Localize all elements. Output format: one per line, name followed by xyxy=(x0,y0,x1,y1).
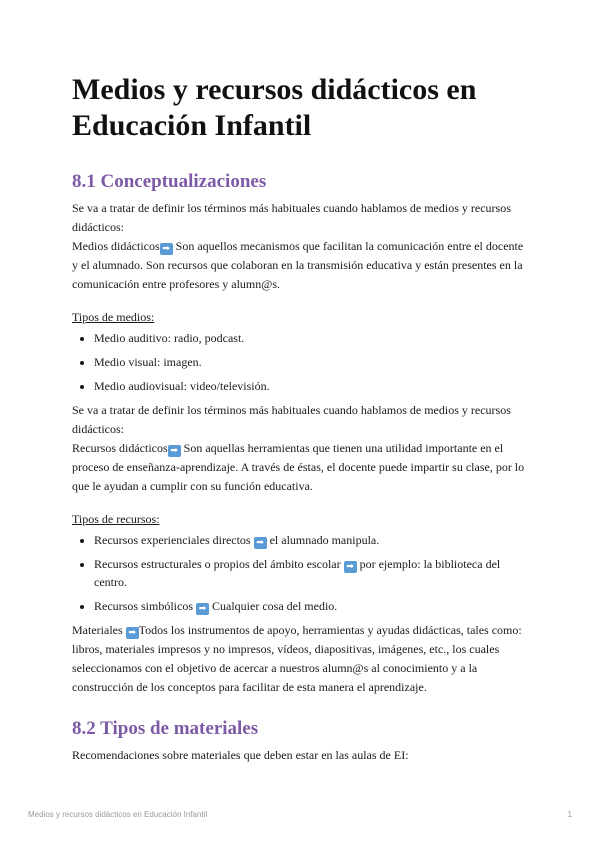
tipos-recursos-list xyxy=(72,531,532,615)
right-arrow-icon: ➡ xyxy=(160,243,173,255)
medios-term: Medios didácticos xyxy=(72,239,160,253)
section-heading-conceptualizaciones: 8.1 Conceptualizaciones xyxy=(72,171,267,192)
right-arrow-icon: ➡ xyxy=(254,537,267,549)
intro-paragraph: Se va a tratar de definir los términos más habituales cuando hablamos de medios y recursos didácticos: Medios didácticos ➡ Son aquellos mecanismos que facilitan la comunicación entre el docente y el alumnado. Son recursos que colaboran en la transmisión educativa y están presentes en la comunicación entre profesores y alumn@s. xyxy=(72,201,524,291)
list-item: • Recursos experienciales directos ➡ el alumnado manipula. xyxy=(94,531,532,549)
right-arrow-icon: ➡ xyxy=(126,627,139,639)
recursos-paragraph: Se va a tratar de definir los términos más habituales cuando hablamos de medios y recursos didácticos: Recursos didácticos ➡ Son aquellas herramientas que tienen una utilidad importante en el proceso de enseñanza-aprendizaje. A través de éstas, el docente puede impartir su clase, por lo que le ayudan a cumplir con su función educativa. xyxy=(72,403,525,493)
right-arrow-icon: ➡ xyxy=(196,603,209,615)
medios-definition: Son aquellos mecanismos que facilitan la comunicación entre el docente y el alumnado. Son recursos que colaboran en la transmisión educativa y están presentes en la comunicación entre profesores y alumn@s. xyxy=(72,239,524,291)
materiales-paragraph xyxy=(72,621,532,697)
recursos-definition: Son aquellas herramientas que tienen una utilidad importante en el proceso de enseñanza-aprendizaje. A través de éstas, el docente puede impartir su clase, por lo que le ayudan a cumplir con su función educativa. xyxy=(72,441,525,493)
tipos-recursos-label: Tipos de recursos: xyxy=(72,512,160,526)
tipos-medios-list xyxy=(72,329,532,395)
list-item: • Medio audiovisual: video/televisión. xyxy=(94,377,532,395)
page-number: 1 xyxy=(567,810,572,819)
list-item: • Medio auditivo: radio, podcast. xyxy=(94,329,532,347)
page-footer xyxy=(28,810,572,819)
section2-intro: Recomendaciones sobre materiales que deben estar en las aulas de EI: xyxy=(72,748,409,762)
list-item: • Recursos simbólicos ➡ Cualquier cosa del medio. xyxy=(94,597,532,615)
footer-title: Medios y recursos didácticos en Educación Infantil xyxy=(28,810,208,819)
list-item: • Recursos estructurales o propios del ámbito escolar ➡ por ejemplo: la biblioteca del centro. xyxy=(94,555,532,591)
materiales-definition: Todos los instrumentos de apoyo, herramientas y ayudas didácticas, tales como: libros, materiales impresos y no impresos, vídeos, diapositivas, imágenes, etc., los cuales seleccionamos con el objetivo de acercar a nuestros alumn@s al conocimiento y a la construcción de los conceptos para facilitar de esta manera el aprendizaje. xyxy=(72,623,522,694)
right-arrow-icon: ➡ xyxy=(344,561,357,573)
right-arrow-icon: ➡ xyxy=(168,445,181,457)
section-heading-tipos-materiales: 8.2 Tipos de materiales xyxy=(72,718,259,739)
tipos-medios-label: Tipos de medios: xyxy=(72,310,155,324)
document-page xyxy=(72,72,532,765)
page-title: Medios y recursos didácticos en Educación Infantil xyxy=(72,73,477,142)
materiales-term: Materiales xyxy=(72,623,126,637)
list-item: • Medio visual: imagen. xyxy=(94,353,532,371)
recursos-term: Recursos didácticos xyxy=(72,441,168,455)
